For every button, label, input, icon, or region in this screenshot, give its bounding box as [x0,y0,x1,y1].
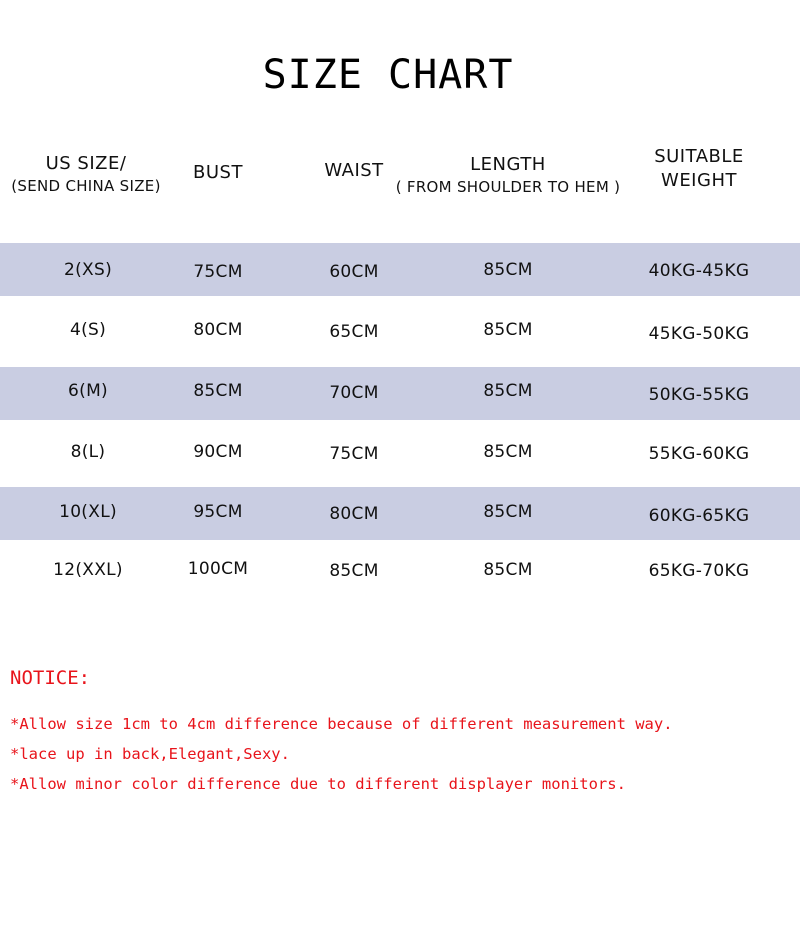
header-waist-label: WAIST [324,160,384,181]
header-us-size-label: US SIZE/ [45,153,127,174]
cell-bust: 85CM [193,381,243,401]
cell-bust: 75CM [193,262,243,282]
header-us-size [0,152,172,197]
cell-weight: 55KG-60KG [648,444,750,464]
cell-size: 6(M) [68,381,108,401]
header-length [392,153,624,198]
cell-length: 85CM [483,260,533,280]
cell-size: 12(XXL) [53,560,123,580]
cell-waist: 70CM [329,383,379,403]
cell-bust: 80CM [193,320,243,340]
notice-line: *Allow minor color difference due to different displayer monitors. [10,775,626,793]
cell-waist: 80CM [329,504,379,524]
header-waist [304,159,404,183]
cell-length: 85CM [483,560,533,580]
cell-waist: 60CM [329,262,379,282]
table-row [0,243,800,296]
header-bust-label: BUST [193,162,243,183]
header-weight-line2: WEIGHT [661,170,737,192]
header-weight-line1: SUITABLE [654,146,744,167]
cell-waist: 65CM [329,322,379,342]
header-us-size-sub: (SEND CHINA SIZE) [11,177,161,196]
cell-length: 85CM [483,320,533,340]
table-row [0,540,800,604]
cell-weight: 45KG-50KG [648,324,750,344]
cell-waist: 85CM [329,561,379,581]
cell-size: 4(S) [69,320,107,340]
table-row [0,296,800,367]
cell-bust: 100CM [187,559,249,579]
cell-bust: 90CM [193,442,243,462]
cell-weight: 65KG-70KG [648,561,750,581]
table-row [0,420,800,487]
notice-line: *lace up in back,Elegant,Sexy. [10,745,290,763]
cell-length: 85CM [483,381,533,401]
cell-length: 85CM [483,502,533,522]
cell-size: 10(XL) [59,502,117,522]
header-length-label: LENGTH [470,154,546,175]
cell-length: 85CM [483,442,533,462]
header-weight [624,145,774,194]
header-bust [168,161,268,185]
cell-waist: 75CM [329,444,379,464]
cell-bust: 95CM [193,502,243,522]
header-length-sub: ( FROM SHOULDER TO HEM ) [395,178,621,197]
cell-size: 2(XS) [63,260,113,280]
table-row [0,487,800,540]
notice-title: NOTICE: [10,667,91,689]
cell-size: 8(L) [70,442,106,462]
page-title: SIZE CHART [262,52,514,98]
cell-weight: 50KG-55KG [648,385,750,405]
table-row [0,367,800,420]
cell-weight: 40KG-45KG [648,261,750,281]
notice-line: *Allow size 1cm to 4cm difference because of different measurement way. [10,715,673,733]
cell-weight: 60KG-65KG [648,506,750,526]
